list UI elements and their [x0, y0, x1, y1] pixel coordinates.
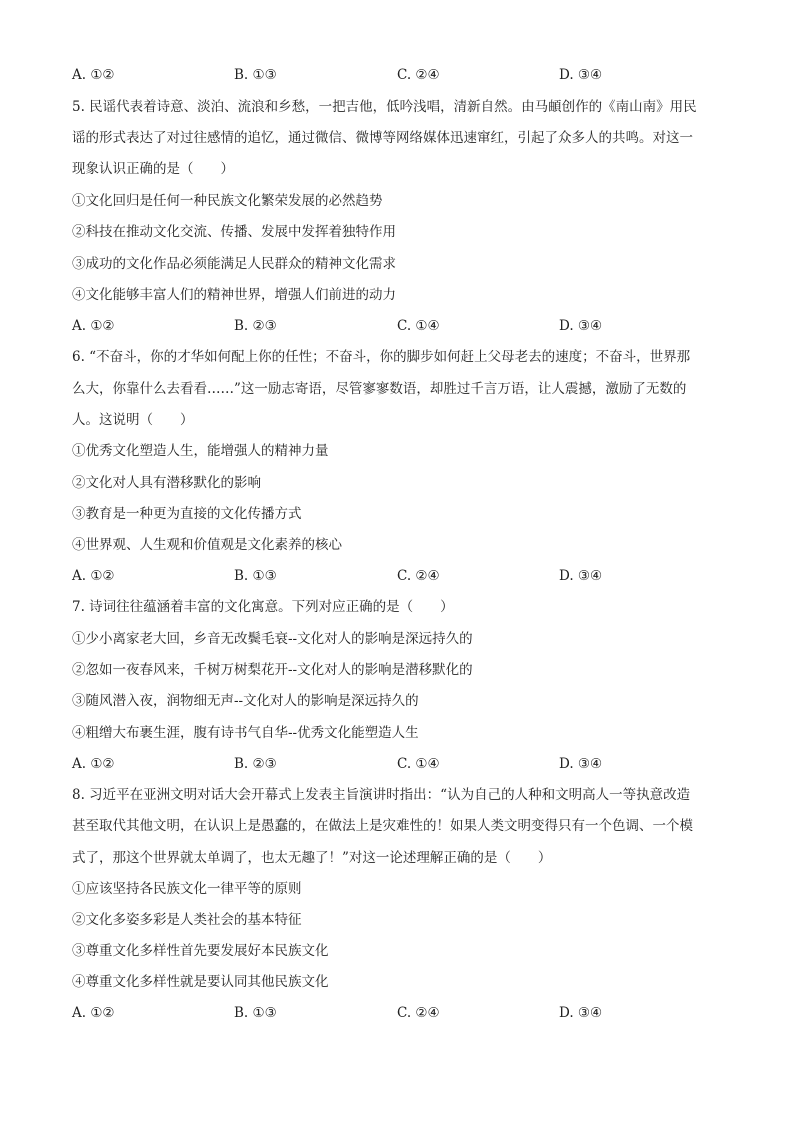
- q4-option-a: A. ①②: [72, 67, 115, 83]
- q5-stem-line-3: 现象认识正确的是（ ）: [72, 161, 234, 177]
- q6-statement-2: ②文化对人具有潜移默化的影响: [72, 475, 261, 491]
- q8-stem-line-1: 8. 习近平在亚洲文明对话大会开幕式上发表主旨演讲时指出：“认为自己的人种和文明高人一等执意改造: [72, 787, 691, 803]
- q5-option-b: B. ②③: [234, 318, 277, 334]
- q5-stem-line-2: 谣的形式表达了对过往感情的追忆，通过微信、微博等网络媒体迅速窜红，引起了众多人的共鸣。对这一: [72, 130, 693, 146]
- q4-option-c: C. ②④: [397, 67, 440, 83]
- q5-statement-2: ②科技在推动文化交流、传播、发展中发挥着独特作用: [72, 224, 396, 240]
- q8-statement-3: ③尊重文化多样性首先要发展好本民族文化: [72, 943, 329, 959]
- q7-option-b: B. ②③: [234, 756, 277, 772]
- q4-option-d: D. ③④: [559, 67, 603, 83]
- q5-option-d: D. ③④: [559, 318, 603, 334]
- q7-options: [72, 754, 722, 774]
- q7-stem-line-1: 7. 诗词往往蕴涵着丰富的文化寓意。下列对应正确的是（ ）: [72, 599, 454, 615]
- q8-options: [72, 1003, 722, 1023]
- q8-statement-4: ④尊重文化多样性就是要认同其他民族文化: [72, 974, 329, 990]
- q8-option-a: A. ①②: [72, 1005, 115, 1021]
- q7-option-c: C. ①④: [397, 756, 440, 772]
- q8-stem-line-3: 式了，那这个世界就太单调了，也太无趣了！”对这一论述理解正确的是（ ）: [72, 850, 552, 866]
- q6-stem-line-3: 人。这说明（ ）: [72, 412, 194, 428]
- q6-statement-4: ④世界观、人生观和价值观是文化素养的核心: [72, 537, 342, 553]
- q7-option-d: D. ③④: [559, 756, 603, 772]
- q5-stem-line-1: 5. 民谣代表着诗意、淡泊、流浪和乡愁，一把吉他，低吟浅唱，清新自然。由马頔创作的《南山南》用民: [72, 99, 697, 115]
- q8-statement-2: ②文化多姿多彩是人类社会的基本特征: [72, 912, 302, 928]
- q8-option-c: C. ②④: [397, 1005, 440, 1021]
- q5-options: [72, 316, 722, 336]
- q7-statement-2: ②忽如一夜春风来，千树万树梨花开--文化对人的影响是潜移默化的: [72, 662, 473, 678]
- q4-options: [72, 65, 722, 85]
- q8-option-b: B. ①③: [234, 1005, 277, 1021]
- q5-statement-4: ④文化能够丰富人们的精神世界，增强人们前进的动力: [72, 287, 396, 303]
- q5-statement-3: ③成功的文化作品必须能满足人民群众的精神文化需求: [72, 256, 396, 272]
- q6-option-a: A. ①②: [72, 568, 115, 584]
- q6-statement-1: ①优秀文化塑造人生，能增强人的精神力量: [72, 443, 329, 459]
- q6-stem-line-1: 6. “不奋斗，你的才华如何配上你的任性；不奋斗，你的脚步如何赶上父母老去的速度；不奋斗，世界那: [72, 349, 691, 365]
- q8-option-d: D. ③④: [559, 1005, 603, 1021]
- q6-option-b: B. ①③: [234, 568, 277, 584]
- q7-statement-3: ③随风潜入夜，润物细无声--文化对人的影响是深远持久的: [72, 693, 419, 709]
- q6-options: [72, 566, 722, 586]
- q7-statement-4: ④粗缯大布裹生涯，腹有诗书气自华--优秀文化能塑造人生: [72, 725, 419, 741]
- q5-option-c: C. ①④: [397, 318, 440, 334]
- q6-stem-line-2: 么大，你靠什么去看看……”这一励志寄语，尽管寥寥数语，却胜过千言万语，让人震撼，激励了无数的: [72, 381, 687, 397]
- q5-option-a: A. ①②: [72, 318, 115, 334]
- q8-statement-1: ①应该坚持各民族文化一律平等的原则: [72, 881, 302, 897]
- q7-statement-1: ①少小离家老大回，乡音无改鬓毛衰--文化对人的影响是深远持久的: [72, 631, 473, 647]
- q5-statement-1: ①文化回归是任何一种民族文化繁荣发展的必然趋势: [72, 193, 383, 209]
- q4-option-b: B. ①③: [234, 67, 277, 83]
- q6-option-c: C. ②④: [397, 568, 440, 584]
- q7-option-a: A. ①②: [72, 756, 115, 772]
- q6-statement-3: ③教育是一种更为直接的文化传播方式: [72, 506, 302, 522]
- q8-stem-line-2: 甚至取代其他文明，在认识上是愚蠢的，在做法上是灾难性的！如果人类文明变得只有一个色调、一个模: [72, 818, 693, 834]
- q6-option-d: D. ③④: [559, 568, 603, 584]
